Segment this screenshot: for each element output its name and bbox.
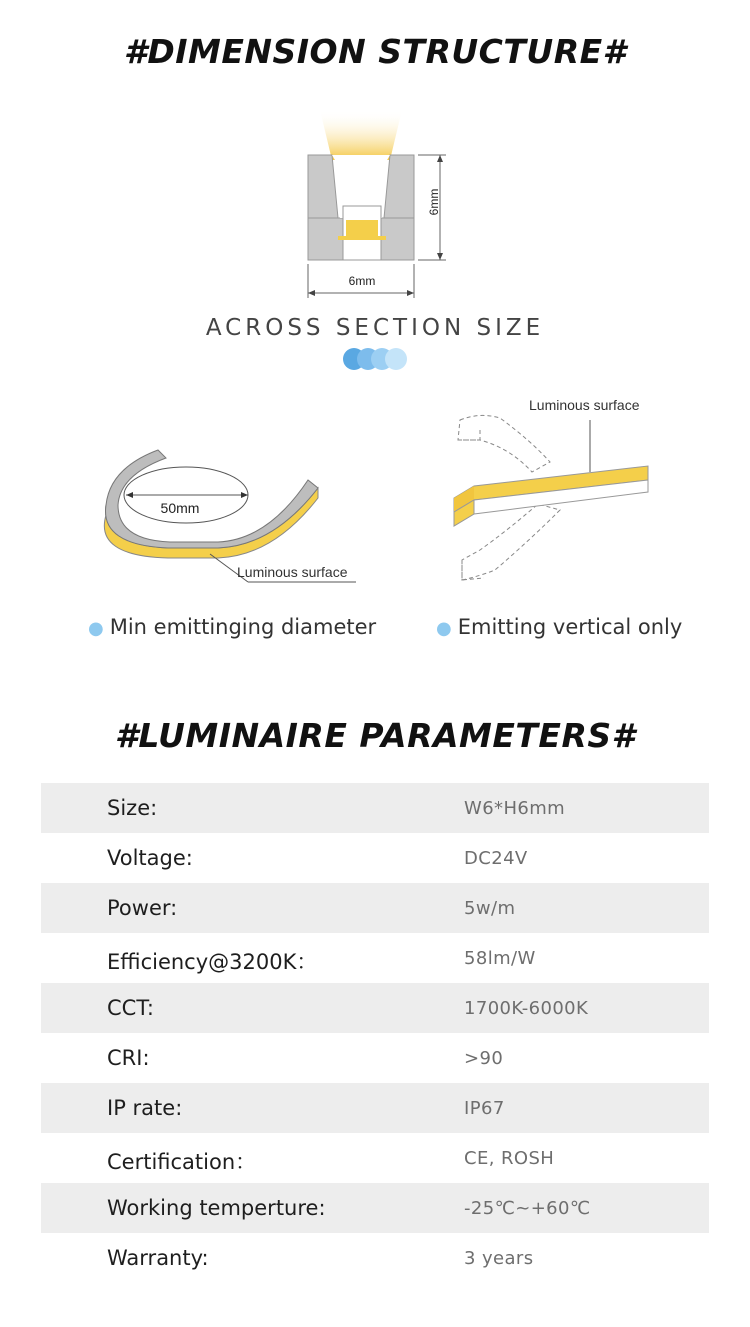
table-row (41, 983, 709, 1033)
param-label: Voltage: (107, 846, 193, 870)
table-row (41, 1083, 709, 1133)
light-beam (320, 110, 402, 160)
param-label: Warranty: (107, 1246, 209, 1270)
param-value: >90 (464, 1048, 504, 1069)
param-value: CE, ROSH (464, 1148, 555, 1169)
bullet-icon: ● (436, 618, 452, 639)
param-value: DC24V (464, 848, 528, 869)
height-dimension-label: 6mm (427, 188, 441, 216)
param-label: Size: (107, 796, 158, 820)
param-label: IP rate: (107, 1096, 183, 1120)
param-label: Certification： (107, 1150, 257, 1174)
parameters-table (41, 783, 709, 1283)
table-row (41, 833, 709, 883)
param-value: 3 years (464, 1248, 534, 1269)
bend-surface-label: Luminous surface (237, 564, 348, 580)
param-label: CRI: (107, 1046, 150, 1070)
param-label: Working temperture: (107, 1196, 326, 1220)
param-label: Efficiency@3200K： (107, 950, 318, 974)
param-value: W6*H6mm (464, 798, 566, 819)
bend-caption (88, 615, 376, 639)
parameters-title: #LUMINAIRE PARAMETERS# (114, 716, 636, 755)
param-label: Power: (107, 896, 178, 920)
table-row (41, 783, 709, 833)
param-value: 5w/m (464, 898, 516, 919)
vertical-caption (436, 615, 682, 639)
table-row (41, 1133, 709, 1183)
diameter-label: 50mm (160, 500, 200, 516)
param-value: 1700K-6000K (464, 998, 589, 1019)
table-row (41, 933, 709, 983)
dimension-title: #DIMENSION STRUCTURE# (123, 32, 627, 71)
param-label: CCT: (107, 996, 154, 1020)
vertical-caption-text: Emitting vertical only (457, 615, 683, 639)
param-value: -25℃~+60℃ (464, 1198, 591, 1219)
bullet-icon: ● (88, 618, 104, 639)
table-row (41, 883, 709, 933)
table-row (41, 1183, 709, 1233)
bend-caption-text: Min emittinging diameter (109, 615, 377, 639)
param-value: IP67 (464, 1098, 505, 1119)
table-row (41, 1233, 709, 1283)
color-dots (343, 348, 413, 370)
section-caption: ACROSS SECTION SIZE (205, 315, 545, 341)
param-value: 58lm/W (464, 948, 536, 969)
vertical-surface-label: Luminous surface (529, 397, 640, 413)
dot-4 (385, 348, 407, 370)
table-row (41, 1033, 709, 1083)
vertical-emitting-diagram (440, 400, 670, 590)
width-dimension-label: 6mm (348, 274, 376, 288)
